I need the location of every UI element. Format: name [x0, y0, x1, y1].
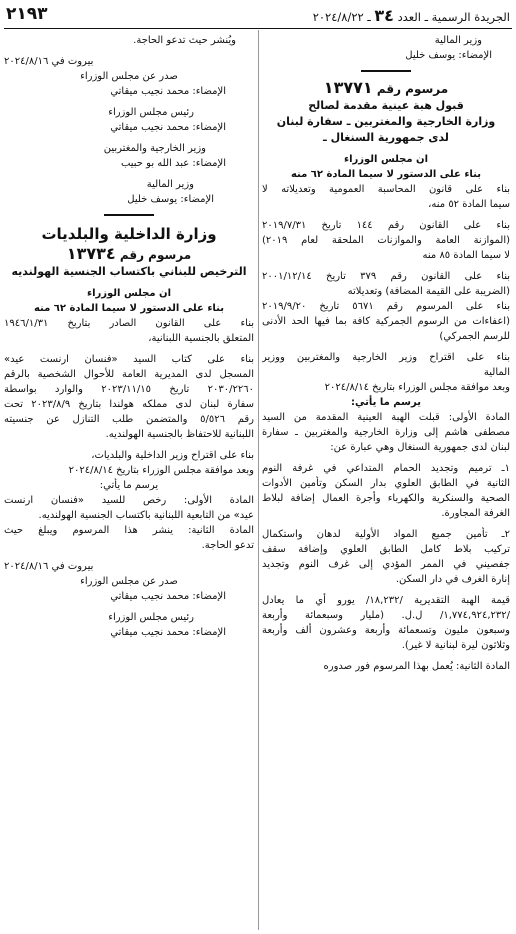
decrees-heading: يرسم ما يأتي:	[351, 397, 421, 408]
paragraph-line: بناء على اقتراح وزير الداخلية والبلديات،	[91, 450, 254, 461]
signature: الإمضاء: محمد نجيب ميقاتي	[110, 86, 226, 97]
paragraph-line: ويُنشر حيث تدعو الحاجة.	[133, 35, 236, 46]
paragraph-line: (الضريبة على القيمة المضافة) وتعديلاته	[347, 286, 510, 297]
article-line: وثلاثون ليرة لبنانية لا غير).	[401, 640, 510, 651]
article-line: المادة الثانية: ينشر هذا المرسوم ويبلغ حيث	[4, 525, 254, 536]
decree-title: قبول هبة عينية مقدمة لصالح	[308, 99, 464, 112]
paragraph-line: (اعفاءات من الرسوم الجمركية كافة بما فيها الحد الأدنى	[262, 316, 510, 327]
page-header	[0, 0, 516, 30]
paragraph-line: بناء على كتاب السيد «فنسان ارنست عيد»	[4, 354, 254, 365]
signature: الإمضاء: يوسف خليل	[405, 50, 492, 61]
article-line: لبنان لدى جمهورية السنغال وهي عبارة عن:	[330, 442, 510, 453]
article-line: المادة الثانية: يُعمل بهذا المرسوم فور صدوره	[323, 661, 510, 672]
article-line: ٢ـ تأمين جميع المواد الأولية لدهان واستكمال	[262, 529, 510, 540]
council-heading: ان مجلس الوزراء	[343, 154, 429, 165]
decree-number: ١٣٧٧١	[323, 78, 373, 97]
journal-title	[313, 6, 510, 25]
article-line: المادة الأولى: رخص للسيد «فنسان ارنست	[4, 495, 254, 506]
signature: الإمضاء: محمد نجيب ميقاتي	[110, 122, 226, 133]
signature: الإمضاء: محمد نجيب ميقاتي	[110, 627, 226, 638]
date-line: بيروت في ٢٠٢٤/٨/١٦	[4, 561, 94, 572]
issue-number: ٣٤	[374, 6, 394, 25]
page-number: ٢١٩٣	[6, 4, 48, 24]
signature: الإمضاء: محمد نجيب ميقاتي	[110, 591, 226, 602]
section-separator	[262, 65, 510, 77]
paragraph-line: المالية	[483, 367, 510, 378]
paragraph-line: لا سيما المادة ٨٥ منه	[422, 250, 510, 261]
decree-title: لدى جمهورية السنغال ـ	[323, 131, 449, 144]
paragraph-line: وبعد موافقة مجلس الوزراء بتاريخ ٢٠٢٤/٨/١٤	[324, 382, 510, 393]
paragraph-line: المسجل لدى المديرية العامة للأحوال الشخصية بالرقم	[4, 369, 254, 380]
paragraph-line: وبعد موافقة مجلس الوزراء بتاريخ ٢٠٢٤/٨/١٤	[68, 465, 254, 476]
ministry-heading: وزارة الداخلية والبلديات	[41, 225, 217, 243]
paragraph-line: بناء على قانون المحاسبة العمومية وتعديلاته لا	[262, 184, 510, 195]
paragraph-line: بناء على المرسوم رقم ٥٦٧١ تاريخ ٢٠١٩/٩/٢٠	[262, 301, 510, 312]
article-line: ١ـ ترميم وتجديد الحمام المتداعي في غرفة النوم	[262, 463, 510, 474]
signature: الإمضاء: عبد الله بو حبيب	[120, 158, 226, 169]
left-column	[4, 33, 254, 640]
paragraph-line: (الموازنة العامة والموازنات الملحقة لعام ٢٠١٩)	[262, 235, 510, 246]
paragraph-line: سفارة لبنان لدى مملكه هولندا بتاريخ ٢٠٢٣/٨/٩ تحت	[4, 399, 254, 410]
paragraph-line: للرسم الجمركي)	[439, 331, 510, 342]
article-line: جفصيني في الممر المؤدي إلى غرف النوم وتجديد	[262, 559, 510, 570]
issue-date: ـ ٢٠٢٤/٨/٢٢	[312, 10, 371, 24]
paragraph-line: اللبنانية للاحتفاظ بالجنسية الهولنديه.	[105, 429, 254, 440]
decree-number: ١٣٧٣٤	[66, 244, 116, 263]
paragraph-line: بناء على اقتراح وزير الخارجية والمغتربين ووزير	[262, 352, 510, 363]
decree-label: مرسوم رقم	[119, 248, 192, 262]
paragraph-line: بناء على القانون الصادر بتاريخ ١٩٤٦/١/٣١	[4, 318, 254, 329]
signature-role: وزير المالية	[434, 35, 482, 46]
article-line: الغرفة المجاورة.	[441, 508, 510, 519]
signature-role: وزير الخارجية والمغتربين	[103, 143, 206, 154]
article-line: عيد» من التابعية اللبنانية باكتساب الجنسية الهولنديه.	[38, 510, 254, 521]
article-line: الصحية والسنكرية والكهرباء وأجرة العمال إضافة لبلاط	[262, 493, 510, 504]
paragraph-line: سيما المادة ٥٢ منه،	[428, 199, 510, 210]
column-divider	[258, 30, 259, 930]
right-column	[262, 33, 510, 674]
article-line: وسبعون مليون وتسعمائة وأربعة وعشرون ألف وأربعة	[262, 625, 510, 636]
section-separator	[4, 209, 254, 221]
signature-role: وزير المالية	[146, 179, 194, 190]
journal-name: الجريدة الرسمية ـ العدد	[397, 10, 510, 24]
paragraph-line: رقم ٥/٥٢٦ والمتضمن طلب التنازل عن جنسيته	[4, 414, 254, 425]
paragraph-line: ٢٠٣٠/٢٢٦٠ تاريخ ٢٠٢٣/١١/١٥ والوارد بواسطة	[4, 384, 254, 395]
signature-role: رئيس مجلس الوزراء	[108, 612, 194, 623]
paragraph-line: بناء على القانون رقم ١٤٤ تاريخ ٢٠١٩/٧/٣١	[262, 220, 510, 231]
paragraph-line: بناء على القانون رقم ٣٧٩ تاريخ ٢٠٠١/١٢/١٤	[262, 271, 510, 282]
signature-role: رئيس مجلس الوزراء	[108, 107, 194, 118]
constitution-basis: بناء على الدستور لا سيما المادة ٦٢ منه	[290, 169, 482, 180]
article-line: إنارة الغرف في دار السكن.	[395, 574, 510, 585]
signature: الإمضاء: يوسف خليل	[127, 194, 214, 205]
paragraph-line: المتعلق بالجنسية اللبنانية،	[148, 333, 254, 344]
article-line: قيمة الهبة التقديرية /١٨,٢٣٢/ يورو أي ما يعادل	[262, 595, 510, 606]
decree-label: مرسوم رقم	[376, 82, 449, 96]
issued-by: صدر عن مجلس الوزراء	[80, 576, 178, 587]
decrees-heading: يرسم ما يأتي:	[99, 480, 159, 491]
article-line: /١,٧٧٤,٩٢٤,٢٣٢/ ل.ل. (مليار وسبعمائة وأربعة	[262, 610, 510, 621]
decree-heading	[4, 245, 254, 264]
decree-heading	[262, 79, 510, 98]
article-line: تدعو الحاجة.	[201, 540, 254, 551]
issued-by: صدر عن مجلس الوزراء	[80, 71, 178, 82]
decree-title: وزارة الخارجية والمغتربين ـ سفارة لبنان	[276, 115, 496, 128]
article-line: الثانية في الطابق العلوي بدار السكن وتأمين الأدوات	[262, 478, 510, 489]
decree-title: الترخيص للبناني باكتساب الجنسية الهولنديه	[11, 265, 247, 278]
article-line: تركيب بلاط كامل الطابق العلوي وإضافة سقف	[262, 544, 510, 555]
constitution-basis: بناء على الدستور لا سيما المادة ٦٢ منه	[33, 303, 225, 314]
council-heading: ان مجلس الوزراء	[86, 288, 172, 299]
date-line: بيروت في ٢٠٢٤/٨/١٦	[4, 56, 94, 67]
header-rule	[4, 28, 512, 29]
article-line: مصطفى هاشم إلى وزارة الخارجية والمغتربين ـ سفارة	[262, 427, 510, 438]
article-line: المادة الأولى: قبلت الهبة العينية المقدمة من السيد	[262, 412, 510, 423]
